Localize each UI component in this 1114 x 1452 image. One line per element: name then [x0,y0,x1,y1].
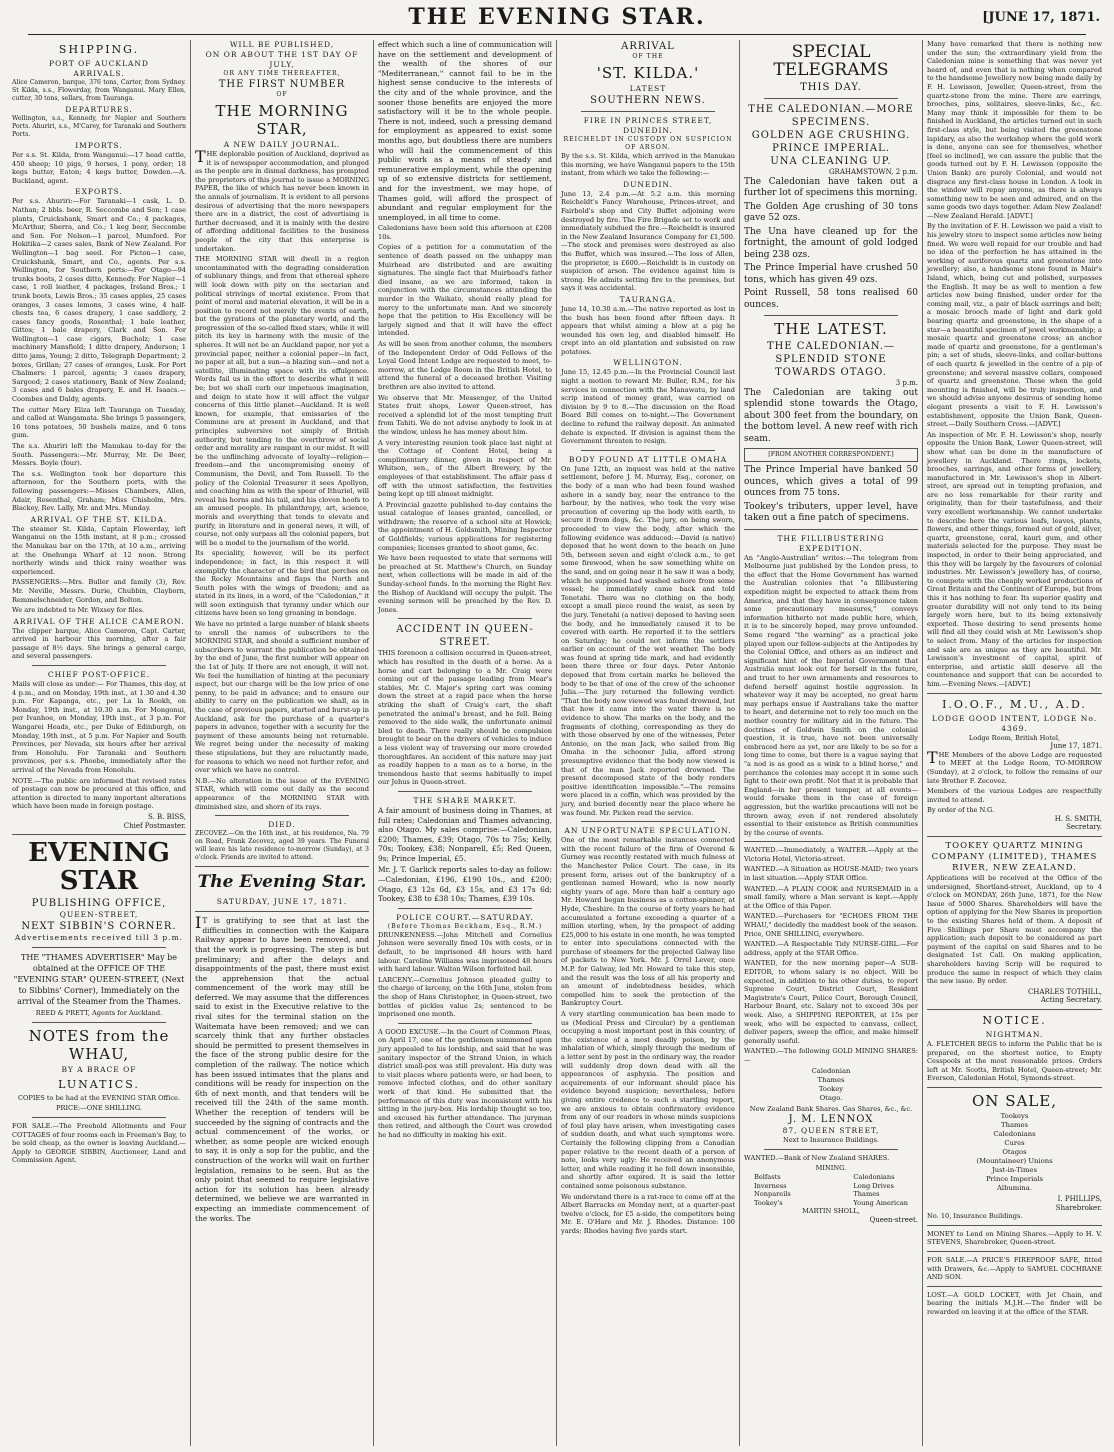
dunedin-heading: DUNEDIN. [623,179,673,189]
column-6 [923,40,1106,1446]
list-item: Otagos [1002,1147,1027,1156]
list-item: Caledonians [993,1129,1036,1138]
golden-age-telegram: The Golden Age crushing of 30 tons gave 52 ozs. [744,201,918,224]
fireproof-safe-ad: FOR SALE.—A PRICE'S FIREPROOF SAFE, fitted with Drawers, &c.—Apply to SAMUEL COCHRANE AND SON. [927,1255,1102,1282]
stkilda-heading: ARRIVAL OF THE ST. KILDA. [30,514,168,524]
wellington-text: June 15, 12.45 p.m.—In the Provincial Council last night a motion to reward Mr. Buller, R.M., for his services in connection with the Manawatu, by land scrip instead of money grant, was carried on division by 9 to 8.—The discussion on the Road Board Bill comes on to-night.—The Government decline to refund the railway deposit. An animated debate is expected. If division is against them the Government threaten to resign. [561,368,735,446]
tookey-telegram: Tookey's tributers, upper level, have taken out a fine patch of specimens. [744,501,918,524]
fire-subheading: REICHELDT IN CUSTODY ON SUSPICION OF ARSON. [563,136,733,151]
caledonian-sale-note: Caledonians have been sold this afternoon at £208 10s. [378,224,552,241]
whau-name: LUNATICS. [58,1077,140,1091]
notice-line-5: OF [276,91,288,98]
speculation-text: One of the most remarkable instances connected with the recent failure of the firm of Overend & Gurney was recently restated with much fulness at the Manchester Police Court. The case, in its present form, arises out of the bankruptcy of a gentleman named Howard, who is now nearly eighty years of age. More than half a century ago Mr. Howard began business as a cotton-spinner, at Hyde, Cheshire. In the course of forty years he had accumulated a fortune exceeding a quarter of a million sterling, when, by the prospect of adding £25,000 to his estate in one month, he was tempted to enter into speculations connected with the purchase of steamers for the projected Galway line of packets to New York. Mr. J. Orrel Lever, once M.P. for Galway, led Mr. Howard to take this step, and the result was the loss of all his property and an amount of indebtedness besides, which compelled him to seek the protection of the Bankruptcy Court. [561,836,735,1008]
wanted-nurse-girl: WANTED.—A Respectable Tidy NURSE-GIRL.—For address, apply at the STAR Office. [744,940,918,957]
sermons-note: We have been requested to state that sermons will be preached at St. Matthew's Church, on Sunday next, when collections will be made in aid of the Sunday-school funds. In the morning the Right Rev. the Bishop of Auckland will occupy the pulpit. The evening sermon will be preached by the Rev. D. Jones. [378,554,552,614]
odd-fellows-note: As will be seen from another column, the members of the Independent Order of Odd Fellows of the Loyal Good Intent Lodge are requested to meet, to-morrow, at the Lodge Room in the British Hotel, to attend the funeral of a deceased brother. Visiting brethren are also invited to attend. [378,340,552,391]
wellington-text: The s.s. Wellington took her departure this afternoon, for the Southern ports, with the following passengers:—Misses Chambers, Allen, Adair, Rosenthal, Graham; Miss Chisholm, Mrs. Blackey, Rev. Lally, Mr. and Mrs. Munday. [12,469,186,513]
whau-heading: NOTES from the WHAU, [28,1026,170,1063]
column-2 [191,40,374,1446]
arrival-latest: LATEST [629,84,667,93]
tookey-company-heading: TOOKEY QUARTZ MINING COMPANY (LIMITED), THAMES RIVER, NEW ZEALAND. [931,841,1098,874]
issue-date: [JUNE 17, 1871. [982,10,1100,25]
notice-line-4: THE FIRST NUMBER [218,79,346,90]
tookey-company-secretary: Acting Secretary. [1040,996,1102,1005]
post-office-note: NOTE.—The public are informed that revised rates of postage can now be procured at this office, and attention is directed to many important alterations which have been made in foreign postage. [12,776,186,811]
fletcher-text: A. FLETCHER BEGS to inform the Public that he is prepared, on the shortest notice, to Empty Cesspools at the most reasonable prices. Orders left at Mr. Scotts, British Hotel, Queen-street; Mr. Everson, Caledonian Hotel, Symonds-street. [927,1039,1102,1083]
prince-imperial-telegram: The Prince Imperial have crushed 50 tons, which has given 49 ozs. [744,263,918,285]
divider [927,1009,1102,1010]
divider [764,315,898,316]
divider [398,618,532,619]
prince-imperial-heading: PRINCE IMPERIAL. [772,143,890,154]
cutter-text: The cutter Mary Eliza left Tauranga on Tuesday, and called at Wangamata. She brings 5 passengers, 16 tons potatoes, 50 bushels maize, and 6 tons gum. [12,405,186,440]
wanted-waiter: WANTED.—Immediately, a WAITER.—Apply at the Victoria Hotel, Victoria-street. [744,846,918,863]
morning-star-p1: THE deplorable position of Auckland, deprived as it is of newspaper accommodation, and plunged as the people are in dismal darkness, has prompted the proprietors of this journal to issue a MORNING PAPER, the like of which has never been known in the annals of journalism. It is evident to all persons desirous of advertising that the more newspapers there are in a district, the cost of advertising is further decreased, and it is mainly with the desire of affording additional facilities to the business people of the city that this enterprise is undertaken. [195,147,369,253]
divider [927,836,1102,837]
notice-line-3: OR ANY TIME THEREAFTER, [223,70,341,77]
tauranga-text: June 14, 10.30 a.m.—The native reported as lost in the bush has been found after fifteen days. It appears that whilst aiming a blow at a pig he wounded his own leg, and disabled himself. He crept into an old plantation and subsisted on raw potatoes. [561,304,735,356]
list-item: Thames [817,1075,845,1084]
divider [195,866,369,867]
share-market-heading: THE SHARE MARKET. [413,795,517,805]
on-sale-list [927,1112,1102,1193]
notice-line-2: ON OR ABOUT THE 1ST DAY OF JULY, [205,50,359,69]
mining-shares-table [744,1173,918,1207]
thames-advertiser-ad: THE "THAMES ADVERTISER" May be obtained at the OFFICE OF THE "EVENING STAR" QUEEN-STREET, (Next to Sibbins' Corner), Immediately on the arrival of the Steamer from the Thames. [13,953,185,1007]
divider [744,841,918,842]
whau-by: BY A BRACE OF [61,1064,137,1074]
divider [764,1149,898,1150]
wanted-housemaid: WANTED.—A Situation as HOUSE-MAID; two years in last situation.—Apply STAR Office. [744,865,918,883]
sholl-name: MARTIN SHOLL, [802,1207,860,1216]
list-item: Albumina. [996,1183,1033,1192]
wanted-sub-editor: WANTED, for the new morning paper—A SUB-EDITOR, to whom salary is no object. Will be expected, in addition to his other duties, to report Supreme Court, District Court, Resident Magistrate's Court, Police Court, Borough Council, Harbour Board, etc. Salary not to exceed 30s per week. Also, a SHIPPING REPORTER, at 15s per week, who will be expected to canvass, collect, deliver papers, sweep the office, and make himself generally useful. [744,959,918,1045]
list-item: Belfasts [754,1172,781,1181]
alice-text: The clipper barque, Alice Cameron, Capt. Carter, arrived in harbour this morning, after a fair passage of 8½ days. She brings a general cargo, and several passengers. [12,626,186,661]
tookey-company-signature: CHARLES TOTHILL, [1027,987,1102,996]
wanted-shares-list [744,1067,918,1103]
ioof-signature: H. S. SMITH, [1054,814,1102,823]
list-item: Otago. [819,1093,843,1102]
correspondent-text: The Prince Imperial have banked 50 ounces, which gives a total of 99 ounces from 75 tons. [744,465,918,499]
lennox-next: Next to Insurance Buildings. [783,1136,879,1145]
list-item: Long Drives [853,1181,894,1190]
editorial-date: SATURDAY, JUNE 17, 1871. [216,897,348,907]
poison-letter-text: A very startling communication has been made to us (Medical Press and Circular) by a gentleman occupying a most important post in this country, of the existence of a most deadly poison, by the inhalation of which, simply through the medium of a letter sent by post in the ordinary way, the reader will suddenly drop down dead with all the appearances of asphyxia. The position and acquirements of our informant should place his evidence beyond suspicion; nevertheless, before giving entire credence to such a startling report, we are anxious to obtain confirmatory evidence from any of our readers in whose minds suspicions of foul play have arisen, when investigating cases of sudden death, and what such symptoms were. Certainly the following clipping from a Canadian paper relative to the recent death of a person of note, looks very ugly: He received an anonymous letter, and while reading it he fell down insensible, and shortly after expired. It is said the letter contained some poisonous substance. [561,1010,735,1190]
stkilda-text: The steamer St. Kilda, Captain Flowerday, left Wanganui on the 15th instant, at 8 p.m.; crossed the Manukau bar on the 17th, at 10 a.m., arriving at the Onehunga Wharf at 12 noon. Strong northerly winds and thick rainy weather was experienced. [12,524,186,576]
departures-text: Wellington, s.s., Kennedy, for Napier and Southern Ports. Ahuriri, s.s., M'Carey, for Taranaki and Southern Ports. [12,115,186,138]
body-found-text: On June 12th, an inquest was held at the native settlement, before J. M. Murray, Esq., coroner, on the body of a man who had been found washed ashore in a sandy bay, near the entrance to the harbour, by the natives, who took the very wise precaution of covering up the body with earth, to secure it from dogs, &c. The jury, on being sworn, proceeded to view the body, after which the following evidence was adduced:—David (a native) deposed that he went down to the beach on June 5th, between seven and eight o'clock a.m., to get some firewood, when he saw something white on the sand, and on going near it he saw it was a body, which he supposed had washed ashore from some vessel; he immediately came back and told Tenetahi. There was no clothing on the body, except a small piece round the waist, as seen by the jury. Tenetahi (a native) deposed to having seen the body, and he immediately caused it to be covered with earth. He reported it to the settlers on Saturday; he could not inform the settlers earlier on account of the wet weather. The body was found at spring tide mark, and had evidently been there three or four days. Peter Antonio deposed that from certain marks he believed the body to be that of one of the crew of the schooner Julia.—The jury returned the following verdict: "That the body now viewed was found drowned, but that how it came into the water there is no evidence to show. The marks on the body, and the fragments of clothing, corresponding as they do with those observed by one of the witnesses, Peter Antonio, on the man Jack, who sailed from Big Omaha in the schooner Julia, afford strong presumptive evidence that the body now viewed is that of the man Jack reported drowned. The present decomposed state of the body renders positive identification impossible."—The remains were placed in a coffin, which was provided by the jury, and buried decently near the place where he was found. Mr. Picken read the service. [561,464,735,817]
wanted-shares-heading: WANTED.—The following GOLD MINING SHARES:— [744,1047,918,1064]
muirhead-petition: Copies of a petition for a commutation of the sentence of death passed on the unhappy man Muirhead are distributed and are awaiting signatures. The single fact that Muirhead's father died insane, as we are informed, taken in conjunction with the circumstances attending the murder in the Waikato, should really plead for mercy to the unfortunate man. And we sincerely hope that the petition to His Excellency will be largely signed and that it will have the effect intended. [378,243,552,338]
divider [927,693,1102,694]
list-item: Tookeys [1000,1111,1029,1120]
column-5 [740,40,923,1446]
accident-text: THIS forenoon a collision occurred in Queen-street, which has resulted in the death of a horse. As a horse and cart belonging to a Mr. Craig were coming out of the passage leading from Mear's stables, Mr. C. Major's spring cart was coming down the street at a rapid pace when the horse striking the shaft of Craig's cart, the shaft penetrated the animal's breast, and he fell. Being removed to the side walk, the unfortunate animal bled to death. There really should be compulsion brought to bear on the drivers of vehicles to induce a less violent way of traversing our more crowded thoroughfares. An accident of this nature may just as readily happen to a man as to a horse, in the tremendous haste that seems habitually to impel our Jehus in Queen-street. [378,649,552,787]
list-item: Caledonians [853,1172,895,1181]
ioof-subheading: LODGE GOOD INTENT, LODGE No. 4369. [931,713,1098,733]
list-item: Just-in-Times [992,1165,1037,1174]
divider [927,1225,1102,1226]
reunion-note: A very interesting reunion took place last night at the Cottage of Content Hotel, being a complimentary dinner, given in respect of Mr. Whitson, sen., of the Albert Brewery, by the employees of that establishment. The affair pass d off with the utmost satisfaction, the festivities being kept up till almost midnight. [378,438,552,499]
police-court-magistrate: (Before Thomas Beckham, Esq., R.M.) [387,922,543,930]
column-3 [374,40,557,1446]
latest-time: 3 p.m. [895,379,918,388]
police-court-drunkenness: DRUNKENNESS.—John Mitchell and Cornelius Johnson were severally fined 10s with costs, or in default, to be imprisoned 48 hours with hard labour. Caroline Williams was imprisoned 48 hours with hard labour. Walton Wilson forfeited bail. [378,930,552,974]
morning-star-nb: N.B.—No alteration in the issue of the EVENING STAR, which will come out daily as the second appearance of the MORNING STAR with diminished size, and shorn of its rays. [195,776,369,811]
shipping-heading: SHIPPING. [58,43,140,56]
special-telegrams-heading: SPECIAL TELEGRAMS [773,42,889,80]
list-item: Caledonian [811,1066,851,1075]
imports-heading: IMPORTS. [75,141,123,150]
alice-heading: ARRIVAL OF THE ALICE CAMERON. [13,616,185,626]
died-text: ZECOVEZ.—On the 16th inst., at his residence, Na. 79 on Road, Frank Zecovez, aged 39 years. The Funeral will leave his late residence to-morrow (Sunday), at 3 o'clock. Friends are invited to attend. [195,830,369,862]
divider [12,834,186,835]
postmaster-title: Chief Postmaster. [123,821,186,830]
divider [32,947,166,948]
grahamstown-dateline: GRAHAMSTOWN, 2 p.m. [828,168,918,176]
ahuriri-text: The s.s. Ahuriri left the Manukau to-day for the South. Passengers:—Mr. Murray, Mr. De Beer, Messrs. Boyle (four). [12,442,186,468]
special-telegrams-subheading: THIS DAY. [800,82,862,93]
column-4 [557,40,740,1446]
arrival-ship-name: 'ST. KILDA.' [596,64,700,82]
divider [927,1087,1102,1088]
point-russell-telegram: Point Russell, 58 tons realised 60 ounces. [744,288,918,310]
divider [195,911,369,912]
wellington-heading: WELLINGTON. [613,358,683,368]
una-telegram: The Una have cleaned up for the fortnight, the amount of gold lodged being 238 ozs. [744,226,918,260]
thames-agents: REED & PRETT, Agents for Auckland. [35,1009,163,1018]
departures-heading: DEPARTURES. [65,105,133,114]
gazette-note: A Provincial gazette published to-day contains the usual catalogue of leases granted, cancelled, or withdrawn; the reserve of a school site at Howick; the appointment of H. Goldsmith, Mining Inspector of Goldfields; various applications for registering companies; licenses granted to shoot game, &c. [378,500,552,552]
body-found-heading: BODY FOUND AT LITTLE OMAHA [568,454,728,464]
divider [215,815,349,816]
race-note-text: We understand there is a rat-race to come off at the Albert Barracks on Monday next, at a quarter-past twelve o'clock, for £5 a-side, the competitors being Mr. E. O'Hare and Mr. J. Rhodes. Distance: 100 yards; Rhodes having five yards start. [561,1192,735,1235]
exports-text: Per s.s. Ahuriri:—For Taranaki—1 cask, L. D. Nathan; 2 bbls. beer, R. Seccombe and Son; 1 case plants, Cruickshank, Smart and Co.; 4 packages, McArthur, Sherra, and Co.; 1 keg beer, Seccombe and Son. For Nelson—1 parcel, Mumford. For Hokitika—2 cases sales, Bank of New Zealand. For Wellington—1 bag seed. For Picton—1 case, Cruickshank, Smart, and Co., agents. Per s.s. Wellington, for Southern ports:—For Otago—94 trunks boots, 2 cases ditto, Kennedy. For Napier—1 case, 1 roll leather, 4 packages, Ireland Bros.; 1 trunk boots, Lewis Bros.; 35 cases apples, 25 cases oranges, 3 cases lemons, 3 cases wine, 4 half-chests tea, 6 cases drapery, 1 case saddlery, 2 cases fancy goods, Rosenthal; 1 bale leather, Gittos; 1 bale drapery, Clark and Son. For Wellington—1 case cigars, Bucholz; 1 case machinery Mansfield; 1 ditto drapery, Anderson; 1 ditto jams, Young; 2 ditto, Telegraph Department; 2 boxes, Grillan; 27 cases of oranges, Lusk. For Port Chalmers: 1 parcel, agents; 3 cases drapery, Sargood; 2 cases stationery, Bank of New Zealand; 3 cases and 6 bales drapery, E. and H. Isaacs.—Coombes and Daldy, agents. [12,197,186,404]
newspaper-title: THE EVENING STAR. [408,4,706,30]
ioof-text: THE Members of the above Lodge are requested to MEET at the Lodge Room, TO-MORROW (Sunday), at 2 o'clock, to follow the remains of our late Brother F. Zecovez. [927,747,1102,785]
lennox-address: 87, QUEEN STREET, [782,1126,880,1136]
arrivals-text: Alice Cameron, barque, 376 tons, Carter, from Sydney. St Kilda, s.s., Flowerday, from Wanganui. Mary Ellen, cutter, 30 tons, sellars, from Tauranga. [12,79,186,102]
editorial-continued: effect which such a line of communication will have on the settlement and development of the wealth of the shores of our "Mediterranean," cannot fail to be in the highest sense conducive to the interests of the city and of the whole province, and the sooner those benefits are enjoyed the more satisfactory will it be to the whole people. There is not, indeed, such a pressing demand for employment as appeared to exist some months ago, but doubtless there are numbers who will hail the commencement of this public work as a means of steady and remunerative employment, while the opening up of so extensive districts for settlement, and for the investment, we may hope, of Thames gold, will afford the prospect of abundant and regular employment for the unemployed, in all time to come. [378,40,552,222]
correspondent-note: [FROM ANOTHER CORRESPONDENT.] [744,448,918,462]
post-office-heading: CHIEF POST-OFFICE. [47,670,151,680]
wanted-bank-shares: WANTED.—Bank of New Zealand SHARES. [744,1153,890,1162]
exports-heading: EXPORTS. [75,187,123,197]
notice-line-1: WILL BE PUBLISHED, [229,40,335,49]
postmaster-name: S. B. BISS, [148,812,186,821]
list-item: Inverness [754,1181,787,1190]
ioof-order: By order of the N.G. [927,806,995,815]
ioof-date: June 17, 1871. [1050,742,1102,751]
money-to-lend-ad: MONEY to Lend on Mining Shares.—Apply to H. V. STEVENS, Sharebroker, Queen-street. [927,1229,1102,1247]
caledonian-heading: THE CALEDONIAN.—MORE SPECIMENS. [748,104,914,128]
list-item: Cures [1004,1138,1025,1147]
fillibustering-text: An "Anglo-Australian" writes:—The telegram from Melbourne just published by the London press, to the effect that the Home Government has warned the Australian colonies that "a fillibustering expedition might be expected to attack them from America, and that they have in consequence taken some precautionary measures," conveys information hitherto not made public here, which, it is to be sincerely hoped, may prove unfounded. Some regard "the warning" as a practical joke played upon our fellow-subjects at the Antipodes by the Colonial Office, and others as an indirect and significant hint of the Imperial Government that Australia must look out for herself in the future, and trust to her own armaments and resources to defend herself against hostile aggression. In whatever way it may be accepted, no great harm may perhaps ensue if Australians take the matter to heart, and determine not to rely too much on the mother country for military aid in the future. The doctrines of Goldwin Smith on the colonial question, it is true, have not been universally embraced here as yet, nor are likely to be so for a long time to come, but there is a vague saying that "a nod is as good as a wink to a blind horse," and perchance the colonies may accept it in some such light to their own profit. Not that it is probable that England—in her present temper, at all events—would forsake them in the case of foreign aggression, but the warlike precautions will not be thrown away, even if not rendered absolutely essential to their existence as British communities by the course of events. [744,553,918,837]
mining-label: MINING. [815,1164,847,1173]
lewisson-ad-1: Many have remarked that there is nothing new under the sun; the extraordinary yield from the Caledonian mine is something that was never yet heard of, and even that is nothing when compared to the handsome Jewellery now being made daily by F. H. Lewisson, Jeweller, Queen-street, from the quartz-stone from the mine. There are earrings, brooches, pins, solitaires, sleeve-links, &c., &c. Many may think it impossible for them to be finished in Auckland, the articles turned out in such first-class style, but being visited the greenstone lapidary, as also the workshop where the gold work is done, anyone can see for themselves, whether [feel so inclined], we can assure the public that the goods turned out by F. H. Lewisson (opposite the Union Bank) are purely Colonial, and would not disgrace any first-class house in London. A look in the window will repay anyone, as there is always something new to be seen and admired, and on the same goods two days together. Adam New Zealand!—New Zealand Herald. [ADVT.] [927,40,1102,220]
divider [581,450,715,451]
divider [32,1022,166,1023]
golden-age-heading: GOLDEN AGE CRUSHING. [751,130,911,141]
lennox-name: J. M. LENNOX [788,1114,874,1126]
ioof-secretary: Secretary. [1066,823,1102,832]
office-sub-1: PUBLISHING OFFICE, [31,898,167,910]
morning-star-p3: Its speciality, however, will be its perfect independence; in fact, in this respect it will exemplify the character of the bird that perches on the Rocky Mountains and flaps the North and South poles with the wings of freedom; and as stated in its lines, in a word, of the "Caledonian," it will soon extinguish that tyranny under which our citizens have been so long groaning in bondage. [195,549,369,618]
mining-shares-left [754,1173,791,1207]
stkilda-thanks: We are indebted to Mr. Wixsey for files. [12,606,145,615]
morning-star-title: THE MORNING STAR, [215,102,349,138]
ioof-text-2: Members of the various Lodges are respectfully invited to attend. [927,787,1102,804]
editorial-text: IT is gratifying to see that at last the difficulties in connection with the Kaipara Railway appear to have been removed, and that the work is progressing. The step is but preliminary; and after the delays and disappointments of the past, there must exist the apprehension that the actual commencement of the work may still be deferred. We may assume that the differences said to exist in the Executive relative to the rival sites for the terminal station on the Waitemata have been removed; and we can scarcely think that any further obstacles should be permitted to present themselves in the face of the strong public desire for the completion of the railway. The notice which has been issued intimates that the plans and conditions will be ready for inspection on the 6th of next month, and that tenders will be received till the 24th of the same month. Whether the reception of tenders will be succeeded by the signing of contracts and the actual commencement of the works, or whether, as some people are wicked enough to say, it is only a sop for the public, and the construction of the works will wait on further legislation, remains to be seen. But as the only point that seemed to require legislative action for its solution has been already determined, we believe we are warranted in expecting an immediate commencement of the works. The [195,913,369,1223]
ioof-place: Lodge Room, British Hotel, [968,733,1061,742]
list-item: Nonpareils [754,1190,791,1199]
ioof-heading: I.O.O.F., M.U., A.D. [942,697,1087,711]
speculation-heading: AN UNFORTUNATE SPECULATION. [564,826,732,836]
tauranga-heading: TAURANGA. [619,294,677,304]
office-ads: Advertisements received till 3 p.m. [14,933,184,943]
morning-star-subtitle: A NEW DAILY JOURNAL. [223,140,341,149]
dunedin-text: June 13, 2.4 p.m.—At 5.2 a.m. this morning Reicheldt's Fancy Warehouse, Princes-street, and Fairbold's shop and City Buffet adjoining were destroyed by fire. The Fire Brigade set to work and immediately subdued the fire.—Reicheldt is insured in the New Zealand Insurance Company for £1,500.—The stock and premises were destroyed as also the Buffet, which was insured.—The loss of Allen, the proprietor, is £600.—Reicheldt is in custody on suspicion of arson. The evidence against him is strong. He admits setting fire to the premises, but says it was accidental. [561,189,735,293]
post-office-text: Mails will close as under:— For Thames, this day, at 4 p.m., and on Monday, 19th inst., at 1.30 and 4.30 p.m. For Kapanga, etc., per La la Rookh, on Monday, 19th inst., at 10.30 a.m. For Mongonui, per Ivanhoe, on Monday, 19th inst., at 3 p.m. For Wangarei Heads, etc., per Duke of Edinburgh, on Monday, 19th inst., at 5 p.m. For Napier and South Provinces, per Nevada, six hours after her arrival from Honolulu. For Taranaki and Southern provinces, per s.s. Phoebe, immediately after the arrival of the Nevada from Honolulu. [12,680,186,774]
whau-price: PRICE:—ONE SHILLING. [56,1104,142,1113]
phillips-title: Sharebroker. [1055,1203,1102,1212]
sholl-address: Queen-street. [869,1215,918,1224]
whau-copies: COPIES to be had at the EVENING STAR Office. [17,1093,181,1102]
tookey-company-text: Applications will be received at the Office of the undersigned, Shortland-street, Auckland, up to 4 o'clock on MONDAY, 26th June, 1871, for the New Issue of 5000 Shares. Shareholders will have the option of applying for the New Shares in proportion to the existing Shares held of them. A deposit of Five Shillings per Share must accompany the application; such deposit to be considered as part payment of the capital on said Shares and to be designated 1st Call. On making application, shareholders having Scrip will be required to produce the same in respect of which they claim the new issue. By order. [927,874,1102,986]
divider [581,821,715,822]
divider [927,1286,1102,1287]
list-item: (Mountaineer) Unions [976,1156,1053,1165]
divider [398,1023,532,1024]
lewisson-ad-3: An inspection of Mr. F. H. Lewisson's shop, nearly opposite the Union Bank, Lower Queen-street, will show what can be done in the manufacture of jewellery in Auckland. There rings, lockets, brooches, earrings, and other forms of jewellery, manufactured in Mr. Lewisson's shop in Albert-street, are spread out in tempting profusion, and are no less remarkable for their rarity and originality, than for their tastefulness, and their very excellent workmanship. We cannot undertake to describe here the various leafs, leaves, plants, flowers, and other things, formed out of gold, silver, quartz, greenstone, coral, kauri gum, and other materials selected for the purpose. They must be inspected, in order to their being appreciated, and this they will be largely by the favourers of colonial industries. Mr. Lewisson's jewellery has, of course, to compete with the cheaply worked productions of Great Britain and the Continent of Europe, but from this it has nothing to fear. Its superior quality and greater durability will not only tend to its being largely worn here, but to its being extensively exported. Those desiring to send presents home will find all they could wish at Mr. Lewisson's shop to select from. Many of the articles for inspection and sale are as unique as they are beautiful. Mr. Lewisson's investment of capital, spirit of enterprise, and artistic skill deserve all the countenance and support that can be accorded to him.—Evening News.—[ADVT.] [927,430,1102,688]
list-item: Tookey's [754,1198,783,1207]
port-heading: PORT OF AUCKLAND [49,59,149,68]
share-market-garlick: Mr. J. T. Garlick reports sales to-day as follow:—Caledonian, £196, £190 10s., and £200; Otago, £3 12s 6d, £3 15s, and £3 17s 6d; Tookey, £38 to £38 10s; Thames, £39 10s. [378,865,552,904]
latest-text: The Caledonian are taking out splendid stone towards the Otago, about 300 feet from the boundary, on the bottom level. A new reef with rich seam. [744,387,918,444]
divider [744,529,918,530]
arrival-of: OF THE [632,53,664,60]
una-heading: UNA CLEANING UP. [770,156,892,167]
list-item: Thames [1001,1120,1028,1129]
freehold-sale-ad: FOR SALE.—The Freehold Allotments and Four COTTAGES of four rooms each in Freeman's Bay, to be sold cheap, as the owner is leaving Auckland.—Apply to GEORGE SIBBIN, Auctioneer, Land and Commission Agent. [12,1121,186,1165]
on-sale-heading: ON SALE, [972,1091,1057,1110]
latest-subheading: THE CALEDONIAN.—SPLENDID STONE TOWARDS OTAGO. [766,341,896,379]
masthead-rule [28,34,1086,35]
died-heading: DIED. [268,820,296,830]
wanted-cook: WANTED.—A PLAIN COOK and NURSEMAID in a small family, where a Man servant is kept.—Apply at the Office of this Paper. [744,884,918,910]
messenger-fruit-note: We observe that Mr. Messenger, of the United States fruit shops, Lower Queen-street, has received a splendid lot of the most tempting fruit from Tahiti. We do not advise anybody to look in at the window, unless he has money about him. [378,393,552,436]
lost-locket-ad: LOST.—A GOLD LOCKET, with Jet Chain, and bearing the initials M.J.H.—The finder will be rewarded on leaving it at the office of the STAR. [927,1290,1102,1316]
arrivals-heading: ARRIVALS. [73,69,125,78]
southern-news-heading: SOUTHERN NEWS. [590,95,706,106]
arrival-heading: ARRIVAL [621,41,675,52]
divider [927,1251,1102,1252]
list-item: Young American [853,1198,908,1207]
good-excuse-text: A GOOD EXCUSE.—In the Court of Common Pleas, on April 17, one of the gentlemen summoned upon jury appealed to his lordship, and said that he was sanitary inspector of the Strand Union, in which district small-pox was still prevalent. His duty was to visit places where patients were, or had been, to remove infected clothes, and do other sanitary work of that kind. He submitted that the performance of this duty was inconsistent with his sitting in the jury-box. His lordship thought so too, and excused his further attendance. The juryman then retired, and although the Court was crowded he had no difficulty in making his exit. [378,1027,552,1139]
latest-heading: THE LATEST. [774,320,888,339]
divider [764,98,898,99]
office-heading: EVENING STAR [28,838,170,897]
fire-heading: FIRE IN PRINCES STREET, DUNEDIN. [583,116,713,135]
police-court-larceny: LARCENY.—Cornelius Johnson pleaded guilty to the charge of larceny, on the 16th June, stolen from the shop of Hans Christopher, in Queen-street, two bottles of pickles value 2s; sentenced to be imprisoned one month. [378,975,552,1019]
notice-heading: NOTICE. [982,1013,1047,1027]
morning-star-p4: We have no printed a large number of blank sheets to enroll the names of subscribers to the MORNING STAR, and should a sufficient number of subscribers to warrant the publication be obtained by the end of June, the first number will appear on the 1st of July. If there are not enough, it will not. We feel the humiliation of hinting at the pecuniary aspect, but our charge will be the low price of one penny, to be paid in advance; and to ensure our ability to carry on the publication we shall, as in the case of previous papers, started and burst-up in Auckland, ask for the purchase of a quarter's papers in advance, together with a security for the payment of these amounts being not returnable. We regret being under the necessity of making these stipulations, but they are reluctantly made, for reasons to which we need not further refer, and over which we have no control. [195,620,369,775]
wanted-shares-more: New Zealand Bank Shares. Gas Shares, &c., &c. [749,1104,913,1113]
lewisson-ad-2: By the invitation of F. H. Lewisson we paid a visit to his jewelry store to inspect some articles now being fined. We were well repaid for our trouble and had no idea of the perfection he has attained in the working of auriferous quartz and greenstone into jewellery; also, a handsome stone found in Mair's Island, which, being cut and polished, surpasses the English. It may be as well to mention a few articles now being finished, under order for the coming mail, viz., a pair of black earrings and belt; a mosaic brooch made of light and dark gold bearing quartz and greenstone, in the shape of a star—a beautiful specimen of jewel workmanship; a mosaic quartz and greenstone cross; an anchor made of quartz and greenstone, for a gentleman's pin; a set of studs, sleeve-links, and collar-buttons of each quartz & jewelled in the centre of a pip of greenstone; and several massive collars, composed of quartz and greenstone. These when the gold mounting is finished, will be truly inspection, and we should advise anyone desirous of sending home elegant presents a visit to F. H. Lewisson's establishment, opposite the Union Bank, Queen-street.—Daily Southern Cross.—[ADVT.] [927,222,1102,429]
caledonian-telegram: The Caledonian have taken out a further lot of specimens this morning. [744,176,918,199]
nightman-heading: NIGHTMAN. [985,1029,1044,1039]
police-court-heading: POLICE COURT.—SATURDAY. [396,912,534,922]
masthead [0,0,1114,40]
share-market-text: A fair amount of business doing in Thames, at full rates; Caledonian and Thames advancing, also Otago. My sales comprise:—Caledonian, £200; Thames, £39; Otago, 70s to 75s; Kelly, 70s; Tookey, £38; Nonparell, £5; Red Queen, 9s; Prince Imperial, £5. [378,805,552,863]
office-sub-3: NEXT SIBBIN'S CORNER. [21,921,177,933]
divider [32,1117,166,1118]
imports-text: Per s.s. St. Kilda, from Wanganui:—17 head cattle, 450 sheep; 10 pigs, 9 horses, 1 pony, order; 18 kegs butter, Eaton; 4 kegs butter, Dowden.—A. Buckland, agent. [12,151,186,185]
list-item: Thames [853,1190,880,1199]
list-item: Prince Imperials [985,1174,1043,1183]
divider [398,791,532,792]
evening-star-flag: The Evening Star. [197,872,367,893]
phillips-name: I. PHILLIPS, [1057,1194,1102,1203]
office-sub-2: QUEEN-STREET, [59,910,139,920]
stkilda-passengers: PASSENGERS:—Mrs. Buller and family (3), Rev. Mr. Neville, Messrs. Durie, Chubbin, Clayborn, Remmelschneider, Gordon, and Bolton. [12,578,186,604]
divider [581,111,715,112]
mining-shares-right [853,1173,908,1207]
divider [398,908,532,909]
page-columns [8,40,1108,1446]
divider [32,665,166,666]
arrival-intro: By the s.s. St. Kilda, which arrived in the Manukau this morning, we have Wanganui papers to the 15th instant, from which we take the following:— [561,152,735,178]
column-1 [8,40,191,1446]
wanted-purchasers: WANTED.—Purchasers for "ECHOES FROM THE WHAU," decidedly the maddest book of the season. Price, ONE SHILLING, everywhere. [744,912,918,938]
list-item: Tookey [818,1084,844,1093]
morning-star-p2: THE MORNING STAR will dwell in a region uncontaminated with the degrading consideration of sublunary things, and from that ethereal sphere will look down with pity on the sectarian and political strivings of mortal existence. From that point of moral and material elevation, it will be in a position to record not merely the events of earth, but the gyrations of the planetary world, and the progression of the so-called fixed stars, while it will pitch its key in harmony with the music of the spheres. It will not be an Auckland paper, nor yet a provincial paper, neither a colonial paper—in fact, no paper at all, but a sun—a blazing sun—and not a satellite, illuminating space with its effulgence. Words fail us in the effort to describe what it will be; but we shall curb our impetuous imagination, and deign to state how it will affect the vulgar concerns of this little planet—Auckland. It is well known, for example, that emissaries of the Commune are at present in Auckland, and that principles subversive not simply of British authority, but tending to the overthrow of social order and morality are rampant in our midst. It will be the unflinching advocate of loyalty—religion—freedom—and the uncompromising enemy of Communism, the Devil, and Tom Russell. To the policy of the Colonial Treasurer it sees Apollyon, and coaching him as with the spear of Ithuriel, will reveal his horns and his tail, and his cloven hoofs to an amused people. In philanthropy, art, science, morals and everything that tends to elevate and purify, in literature and in general news, it will, of course, not only surpass all the colonial papers, but will be a model to the journalism of the world. [195,255,369,547]
accident-heading: ACCIDENT IN QUEEN-STREET. [396,624,534,649]
phillips-address: No. 10, Insurance Buildings. [927,1212,1023,1221]
fillibustering-heading: THE FILLIBUSTERING EXPEDITION. [777,533,885,553]
